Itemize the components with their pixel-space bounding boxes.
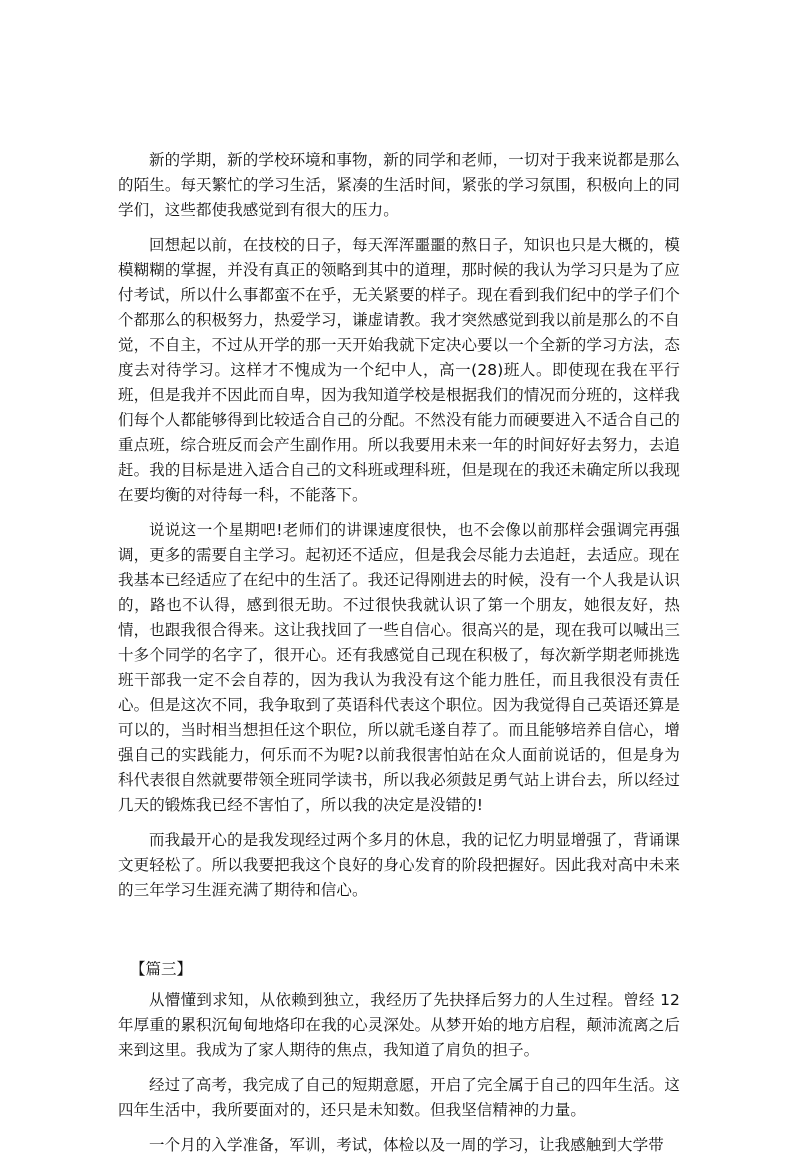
paragraph-6: 经过了高考，我完成了自己的短期意愿，开启了完全属于自己的四年生活。这四年生活中，我所要面对的，还只是未知数。但我坚信精神的力量。: [118, 1076, 680, 1119]
section-heading: 【篇三】: [130, 960, 193, 978]
paragraph-1: 新的学期，新的学校环境和事物，新的同学和老师，一切对于我来说都是那么的陌生。每天繁忙的学习生活，紧凑的生活时间，紧张的学习氛围，积极向上的同学们，这些都使我感觉到有很大的压力。: [118, 151, 680, 219]
paragraph-2: 回想起以前，在技校的日子，每天浑浑噩噩的熬日子，知识也只是大概的，模模糊糊的掌握，并没有真正的领略到其中的道理，那时候的我认为学习只是为了应付考试，所以什么事都蛮不在乎，无关紧要的样子。现在看到我们纪中的学子们个个都那么的积极努力，热爱学习，谦虚请教。我才突然感觉到我以前是那么的不自觉，不自主，不过从开学的那一天开始我就下定决心要以一个全新的学习方法，态度去对待学习。这样才不愧成为一个纪中人，高一(28)班人。即使现在我在平行班，但是我并不因此而自卑，因为我知道学校是根据我们的情况而分班的，这样我们每个人都能够得到比较适合自己的分配。不然没有能力而硬要进入不适合自己的重点班，综合班反而会产生副作用。所以我要用未来一年的时间好好去努力，去追赶。我的目标是进入适合自己的文科班或理科班，但是现在的我还未确定所以我现在要均衡的对待每一科，不能落下。: [118, 236, 680, 504]
document-body: [118, 148, 680, 1168]
paragraph-5: 从懵懂到求知，从依赖到独立，我经历了先抉择后努力的人生过程。曾经 12 年厚重的累积沉甸甸地烙印在我的心灵深处。从梦开始的地方启程，颠沛流离之后来到这里。我成为了家人期待的焦点，我知道了肩负的担子。: [118, 991, 680, 1059]
paragraph-3: 说说这一个星期吧!老师们的讲课速度很快，也不会像以前那样会强调完再强调，更多的需要自主学习。起初还不适应，但是我会尽能力去追赶，去适应。现在我基本已经适应了在纪中的生活了。我还记得刚进去的时候，没有一个人我是认识的，路也不认得，感到很无助。不过很快我就认识了第一个朋友，她很友好，热情，也跟我很合得来。这让我找回了一些自信心。很高兴的是，现在我可以喊出三十多个同学的名字了，很开心。还有我感觉自己现在积极了，每次新学期老师挑选班干部我一定不会自荐的，因为我认为我没有这个能力胜任，而且我很没有责任心。但是这次不同，我争取到了英语科代表这个职位。因为我觉得自己英语还算是可以的，当时相当想担任这个职位，所以就毛遂自荐了。而且能够培养自信心，增强自己的实践能力，何乐而不为呢?以前我很害怕站在众人面前说话的，但是身为科代表很自然就要带领全班同学读书，所以我必须鼓足勇气站上讲台去，所以经过几天的锻炼我已经不害怕了，所以我的决定是没错的!: [118, 521, 680, 814]
paragraph-4: 而我最开心的是我发现经过两个多月的休息，我的记忆力明显增强了，背诵课文更轻松了。所以我要把我这个良好的身心发育的阶段把握好。因此我对高中未来的三年学习生涯充满了期待和信心。: [118, 831, 680, 899]
section-gap: [118, 913, 680, 957]
paragraph-7: 一个月的入学准备，军训，考试，体检以及一周的学习，让我感触到大学带: [149, 1136, 664, 1154]
